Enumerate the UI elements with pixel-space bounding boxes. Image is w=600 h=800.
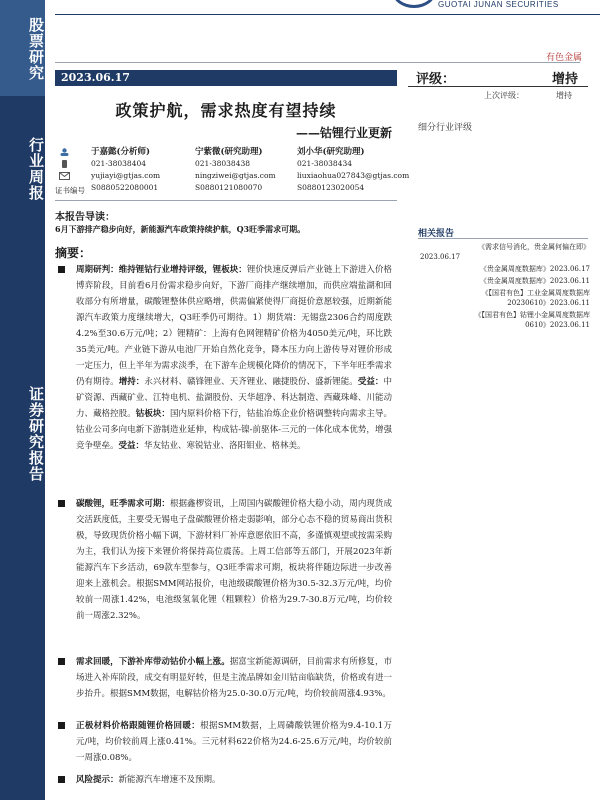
bullet-body: 华友钴业、寒锐钴业、洛阳钼业、格林美。 [144, 441, 306, 451]
bullet-lead: 碳酸锂，旺季需求可期： [76, 499, 170, 509]
analyst-divider [55, 200, 397, 201]
analyst-column [297, 146, 409, 194]
related-report-item[interactable] [412, 276, 590, 286]
bullet-square-icon [58, 722, 65, 729]
bullet-lead: 风险提示： [76, 775, 119, 785]
bullet-body: 中矿资源、西藏矿业、江特电机、盐湖股份、天华超净、科达制造、西藏珠峰、川能动力、藏格控股。 [76, 377, 392, 419]
bullet-body: 据富宝新能源调研，目前需求有所修复，市场进入补库阶段，成交有明显好转，但是主流品牌如金川钴亩临缺货，价格或有进一步抬升。根据SMM数据，电解钴价格为25.0-30.0万元/吨，均价较前周涨4.93%。 [76, 657, 392, 699]
analyst-email[interactable]: yujiayi@gtjas.com [91, 171, 161, 180]
analyst-phone: 021-38038438 [195, 159, 251, 168]
guide-text: 6月下游排产稳步向好，新能源汽车政策持续护航，Q3旺季需求可期。 [55, 224, 306, 234]
related-report-item[interactable] [412, 310, 590, 330]
rating-divider [408, 86, 588, 87]
bullet-square-icon [58, 500, 65, 507]
summary-bullet [60, 262, 392, 454]
analyst-column [195, 146, 276, 194]
report-subtitle: ——钴锂行业更新 [295, 126, 392, 140]
summary-bullet [60, 772, 392, 788]
person-icon [59, 148, 70, 156]
related-report-item[interactable] [412, 264, 590, 274]
analyst-column [91, 146, 160, 194]
analyst-name: 宁紫微(研究助理) [195, 147, 263, 157]
rating-label: 评级： [416, 72, 456, 87]
guide-title: 本报告导读： [55, 212, 115, 223]
summary-bullet [60, 654, 392, 702]
rating-value: 增持 [551, 72, 578, 87]
phone-icon [59, 160, 70, 168]
bullet-lead: 周期研判：维持锂钴行业增持评级，锂板块： [76, 265, 247, 275]
analyst-cert: S0880123020054 [297, 183, 365, 192]
analyst-cert: S0880121080070 [195, 183, 263, 192]
bullet-body: 根据鑫椤资讯，上周国内碳酸锂价格大稳小动，周内现货成交活跃度低，主要受无锡电子盘碳酸锂价格走弱影响，部分心态不稳的贸易商出货积极，导致现货价格小幅下调，下游材料厂补库意愿依旧不高，多谨慎观望或按需采购为主，我们认为接下来锂价将保持高位震荡。上周工信部等五部门，开展2023年新能源汽车下乡活动，69款车型参与，Q3旺季需求可期，板块将伴随边际进一步改善迎来上涨机会。根据SMM网站报价，电池级碳酸锂价格为30.5-32.3万元/吨，均价较前一周涨1.42%，电池级氢氧化锂（粗颗粒）价格为29.7-30.8万元/吨，均价较前一周涨2.32%。 [76, 499, 392, 621]
bullet-body: 永兴材料、赣锋锂业、天齐锂业、融捷股份、盛新锂能。 [144, 377, 358, 387]
sidebar-report-type-label: 行业周报 [27, 137, 45, 201]
related-report-name: 《需求信号消化，贵金属何偏在即》 [478, 243, 590, 251]
header-divider [55, 14, 600, 15]
industry-rating-link[interactable]: 细分行业评级 [418, 123, 473, 133]
analyst-phone: 021-38038434 [297, 159, 353, 168]
email-icon [59, 172, 70, 180]
sidebar-category-label: 股票研究 [0, 0, 45, 96]
bullet-square-icon [58, 266, 65, 273]
related-report-name: 《【国君有色】工业金属周度数据库 [481, 289, 590, 297]
bullet-square-icon [58, 658, 65, 665]
bullet-lead: 受益： [357, 377, 384, 387]
related-report-name: 《【国君有色】钴锂小金属周度数据库 [474, 311, 590, 319]
summary-bullet [60, 496, 392, 624]
analyst-cert: S0880522080001 [91, 183, 159, 192]
report-title: 政策护航，需求热度有望持续 [115, 101, 337, 120]
bullet-body: 锂价快速反弹后产业链上下游进入价格博弈阶段，目前看6月份需求稳步向好，下游厂商排产继续增加，而供应端盐湖和回收部分有所增量，碳酸锂整体供应略增，供需偏紧使得厂商挺价意愿较强，近期新能源汽车政策力度继续增大，Q3旺季仍可期待。1）期货端：无锡盘2306合约周度跌4.2%至30.6万元/吨；2）锂精矿：上海有色网锂精矿价格为4050美元/吨，环比跌35美元/吨。产业链下游从电池厂开始自然化竞争，降本压力向上游传导对锂价形成一定压力，但上半年为需求淡季，在下游车企规模化降价的情况下，下半年旺季需求仍有期待。 [76, 265, 392, 387]
bullet-lead: 需求回暖，下游补库带动钴价小幅上涨。 [76, 657, 230, 667]
analyst-email[interactable]: ningziwei@gtjas.com [195, 171, 276, 180]
report-date: 2023.06.17 [55, 70, 397, 86]
related-report-name: 《贵金属周度数据库》2023.06.11 [479, 277, 590, 285]
related-reports-divider [418, 238, 588, 239]
related-reports-title: 相关报告 [418, 229, 455, 239]
sidebar-document-type-label: 证券研究报告 [27, 386, 45, 482]
bullet-body: 新能源汽车增速不及预期。 [118, 775, 221, 785]
analyst-name: 于嘉懿(分析师) [91, 147, 151, 157]
previous-rating-value: 增持 [556, 91, 572, 100]
analyst-info [55, 146, 410, 208]
summary-title: 摘要： [55, 246, 92, 260]
analyst-phone: 021-38038404 [91, 159, 147, 168]
related-report-name: 《贵金属周度数据库》2023.06.17 [479, 265, 590, 273]
related-report-date: 0610》2023.06.11 [525, 321, 590, 329]
related-report-date: 20230610》2023.06.11 [507, 299, 590, 307]
analyst-email[interactable]: liuxiaohua027843@gtjas.com [297, 171, 410, 180]
left-sidebar [0, 0, 45, 800]
bullet-lead: 钴板块： [135, 409, 170, 419]
related-report-item[interactable] [412, 288, 590, 308]
bullet-body: 国内原料价格下行，钴盐冶炼企业价格调整转向需求主导。钴业公司多向电新下游制造业延伸，构成钴-镍-前驱体-三元的一体化成本优势，增强竞争壁垒。 [76, 409, 392, 451]
sector-tag: 有色金属 [545, 52, 582, 62]
company-logo-text: GUOTAI JUNAN SECURITIES [438, 0, 559, 9]
company-logo-icon [392, 0, 436, 8]
bullet-lead: 受益： [118, 441, 145, 451]
bullet-lead: 增持： [118, 377, 145, 387]
bullet-body: 根据SMM数据，上周磷酸铁锂价格为9.4-10.1万元/吨，均价较前周上涨0.41%。三元材料622价格为24.6-25.6万元/吨，均价较前一周涨0.08%。 [76, 721, 392, 763]
summary-bullet [60, 718, 392, 766]
related-report-date: 2023.06.17 [420, 253, 461, 261]
previous-rating-label: 上次评级： [484, 91, 524, 100]
related-report-item[interactable] [412, 242, 590, 262]
bullet-square-icon [58, 776, 65, 783]
analyst-name: 刘小华(研究助理) [297, 147, 365, 157]
cert-number-label: 证书编号 [55, 186, 85, 195]
top-divider [55, 62, 580, 63]
bullet-lead: 正极材料价格跟随锂价格回暖： [76, 721, 201, 731]
